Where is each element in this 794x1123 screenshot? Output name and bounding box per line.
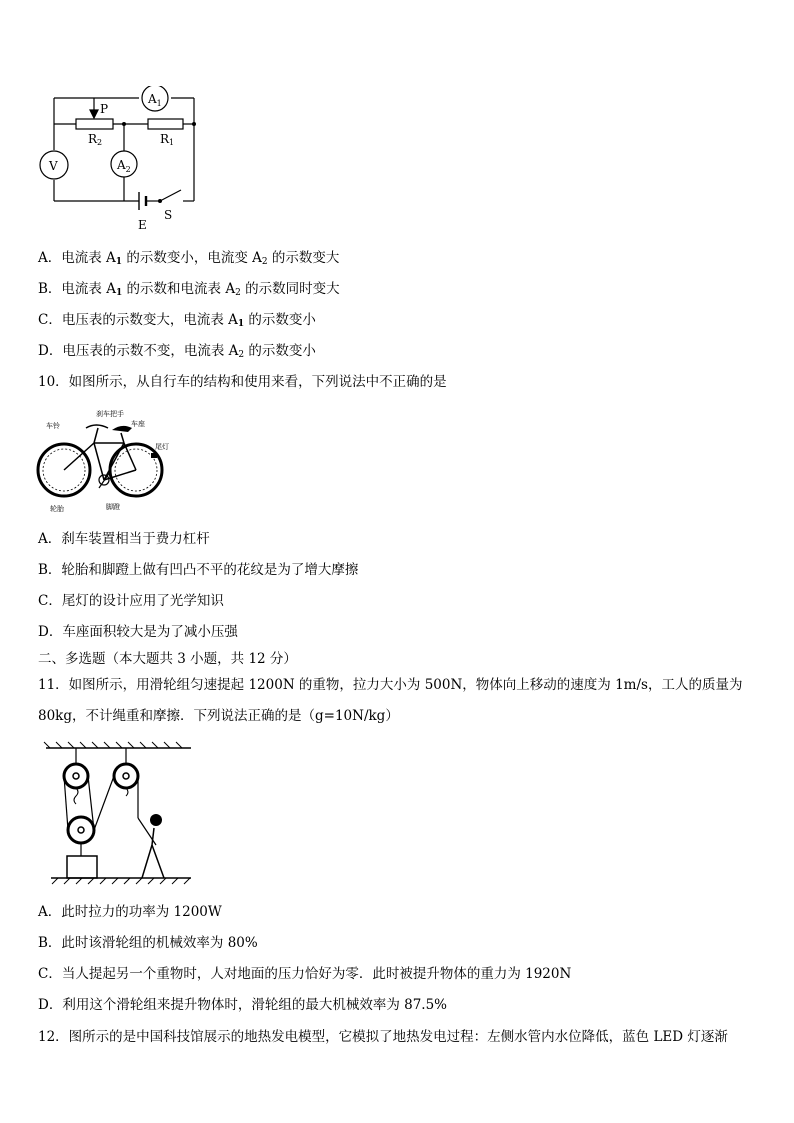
- q11-stem-line1: 11．如图所示，用滑轮组匀速提起 1200N 的重物，拉力大小为 500N，物体向上移动的速度为 1m/s，工人的质量为: [38, 677, 743, 693]
- q10-option-c: C．尾灯的设计应用了光学知识: [38, 593, 224, 609]
- section-heading: 二、多选题（本大题共 3 小题，共 12 分）: [38, 651, 297, 667]
- q12-stem-line1: 12．图所示的是中国科技馆展示的地热发电模型，它模拟了地热发电过程：左侧水管内水位降低，蓝色 LED 灯逐渐: [38, 1029, 728, 1045]
- pulley-figure: [36, 738, 196, 888]
- tire-label: 轮胎: [50, 505, 64, 513]
- battery-e-label: E: [138, 218, 147, 232]
- q9-option-a: A．电流表 $A_1$ 的示数变小，电流变 $A_2$ 的示数变大: [38, 250, 340, 267]
- q10-stem: 10．如图所示，从自行车的结构和使用来看，下列说法中不正确的是: [38, 374, 447, 390]
- pedal-label: 脚蹬: [106, 503, 120, 511]
- seat-label: 车座: [131, 420, 145, 428]
- bicycle-figure: [36, 408, 176, 514]
- q9-option-d: D．电压表的示数不变，电流表 $A_2$ 的示数变小: [38, 343, 316, 360]
- q10-option-a: A．刹车装置相当于费力杠杆: [38, 531, 210, 547]
- bell-label: 车铃: [46, 422, 60, 430]
- r2-label: R2: [88, 132, 103, 147]
- q9-option-b: B．电流表 $A_1$ 的示数和电流表 $A_2$ 的示数同时变大: [38, 281, 340, 298]
- q10-option-d: D．车座面积较大是为了减小压强: [38, 624, 238, 640]
- q11-option-c: C．当人提起另一个重物时，人对地面的压力恰好为零．此时被提升物体的重力为 1920N: [38, 966, 572, 982]
- switch-s-label: S: [164, 208, 173, 222]
- q11-option-d: D．利用这个滑轮组来提升物体时，滑轮组的最大机械效率为 87.5%: [38, 997, 448, 1013]
- meter-v-label: V: [49, 159, 58, 173]
- q10-option-b: B．轮胎和脚蹬上做有凹凸不平的花纹是为了增大摩擦: [38, 562, 359, 578]
- meter-a2-label: $A_2$: [117, 158, 131, 174]
- q9-option-c: C．电压表的示数变大，电流表 $A_1$ 的示数变小: [38, 312, 316, 329]
- q11-option-a: A．此时拉力的功率为 1200W: [38, 904, 222, 920]
- circuit-diagram: [36, 86, 206, 236]
- q11-stem-line2: 80kg，不计绳重和摩擦．下列说法正确的是（g=10N/kg）: [38, 708, 399, 724]
- meter-a1-label: $A_1$: [148, 92, 162, 108]
- brake-handle-label: 刹车把手: [96, 410, 124, 418]
- r1-label: R1: [160, 132, 175, 147]
- q11-option-b: B．此时该滑轮组的机械效率为 80%: [38, 935, 258, 951]
- taillight-label: 尾灯: [155, 443, 169, 451]
- slider-p-label: P: [100, 102, 109, 116]
